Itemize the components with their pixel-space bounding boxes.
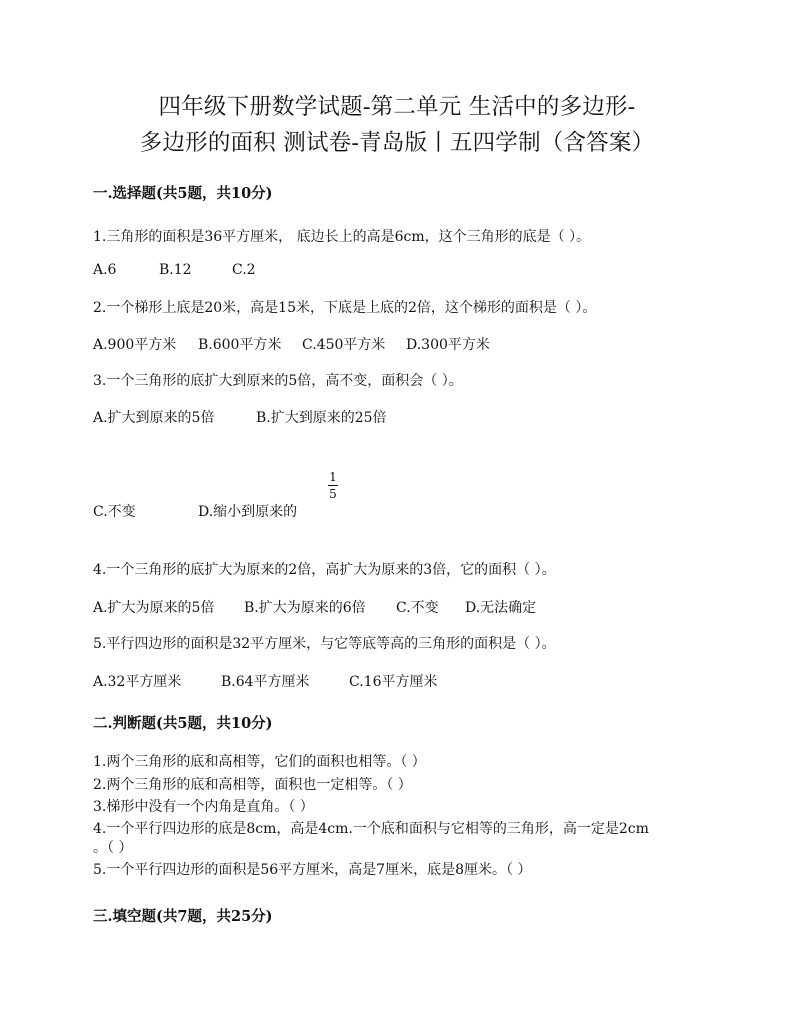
- q2-option-c: C.450平方米: [302, 337, 386, 353]
- question-1: 1.三角形的面积是36平方厘米， 底边长上的高是6cm，这个三角形的底是（ ）。: [93, 229, 591, 245]
- question-5: 5.平行四边形的面积是32平方厘米，与它等底等高的三角形的面积是（ ）。: [93, 636, 556, 652]
- section-heading-fill: 三.填空题(共7题，共25分): [93, 908, 273, 925]
- q4-option-a: A.扩大为原来的5倍: [93, 600, 215, 616]
- q1-option-c: C.2: [232, 262, 256, 278]
- q3-fraction: [326, 470, 340, 501]
- fraction-bar: [328, 485, 338, 486]
- q2-option-a: A.900平方米: [93, 337, 177, 353]
- q3-option-a: A.扩大到原来的5倍: [93, 410, 215, 426]
- q3-option-b: B.扩大到原来的25倍: [256, 410, 387, 426]
- q1-option-b: B.12: [159, 262, 192, 278]
- q3-option-c: C.不变: [93, 504, 136, 520]
- q4-option-c: C.不变: [396, 600, 439, 616]
- question-2: 2.一个梯形上底是20米，高是15米，下底是上底的2倍，这个梯形的面积是（ ）。: [93, 300, 597, 316]
- title-line-2: 多边形的面积 测试卷-青岛版丨五四学制（含答案）: [139, 130, 655, 156]
- section-heading-choice: 一.选择题(共5题，共10分): [93, 185, 273, 202]
- judge-item-5: 5.一个平行四边形的面积是56平方厘米，高是7厘米，底是8厘米。（ ）: [93, 862, 532, 878]
- q4-option-d: D.无法确定: [465, 600, 537, 616]
- fraction-numerator: 1: [329, 470, 337, 484]
- judge-item-4-continued: 。（ ）: [93, 840, 133, 856]
- question-4: 4.一个三角形的底扩大为原来的2倍，高扩大为原来的3倍，它的面积（ ）。: [93, 562, 556, 578]
- judge-item-3: 3.梯形中没有一个内角是直角。（ ）: [93, 799, 314, 815]
- section-heading-judge: 二.判断题(共5题，共10分): [93, 715, 273, 732]
- title-line-1: 四年级下册数学试题-第二单元 生活中的多边形-: [158, 94, 636, 120]
- q3-option-d: D.缩小到原来的: [198, 504, 298, 520]
- question-3: 3.一个三角形的底扩大到原来的5倍，高不变，面积会（ ）。: [93, 373, 463, 389]
- q2-option-b: B.600平方米: [198, 337, 282, 353]
- q5-option-b: B.64平方厘米: [221, 674, 310, 690]
- q1-option-a: A.6: [93, 262, 117, 278]
- q5-option-a: A.32平方厘米: [93, 674, 182, 690]
- judge-item-4: 4.一个平行四边形的底是8cm，高是4cm.一个底和面积与它相等的三角形，高一定是2cm: [93, 821, 649, 837]
- judge-item-2: 2.两个三角形的底和高相等，面积也一定相等。（ ）: [93, 777, 412, 793]
- q4-option-b: B.扩大为原来的6倍: [244, 600, 366, 616]
- q2-option-d: D.300平方米: [406, 337, 490, 353]
- q5-option-c: C.16平方厘米: [349, 674, 438, 690]
- judge-item-1: 1.两个三角形的底和高相等，它们的面积也相等。（ ）: [93, 754, 426, 770]
- fraction-denominator: 5: [329, 487, 337, 501]
